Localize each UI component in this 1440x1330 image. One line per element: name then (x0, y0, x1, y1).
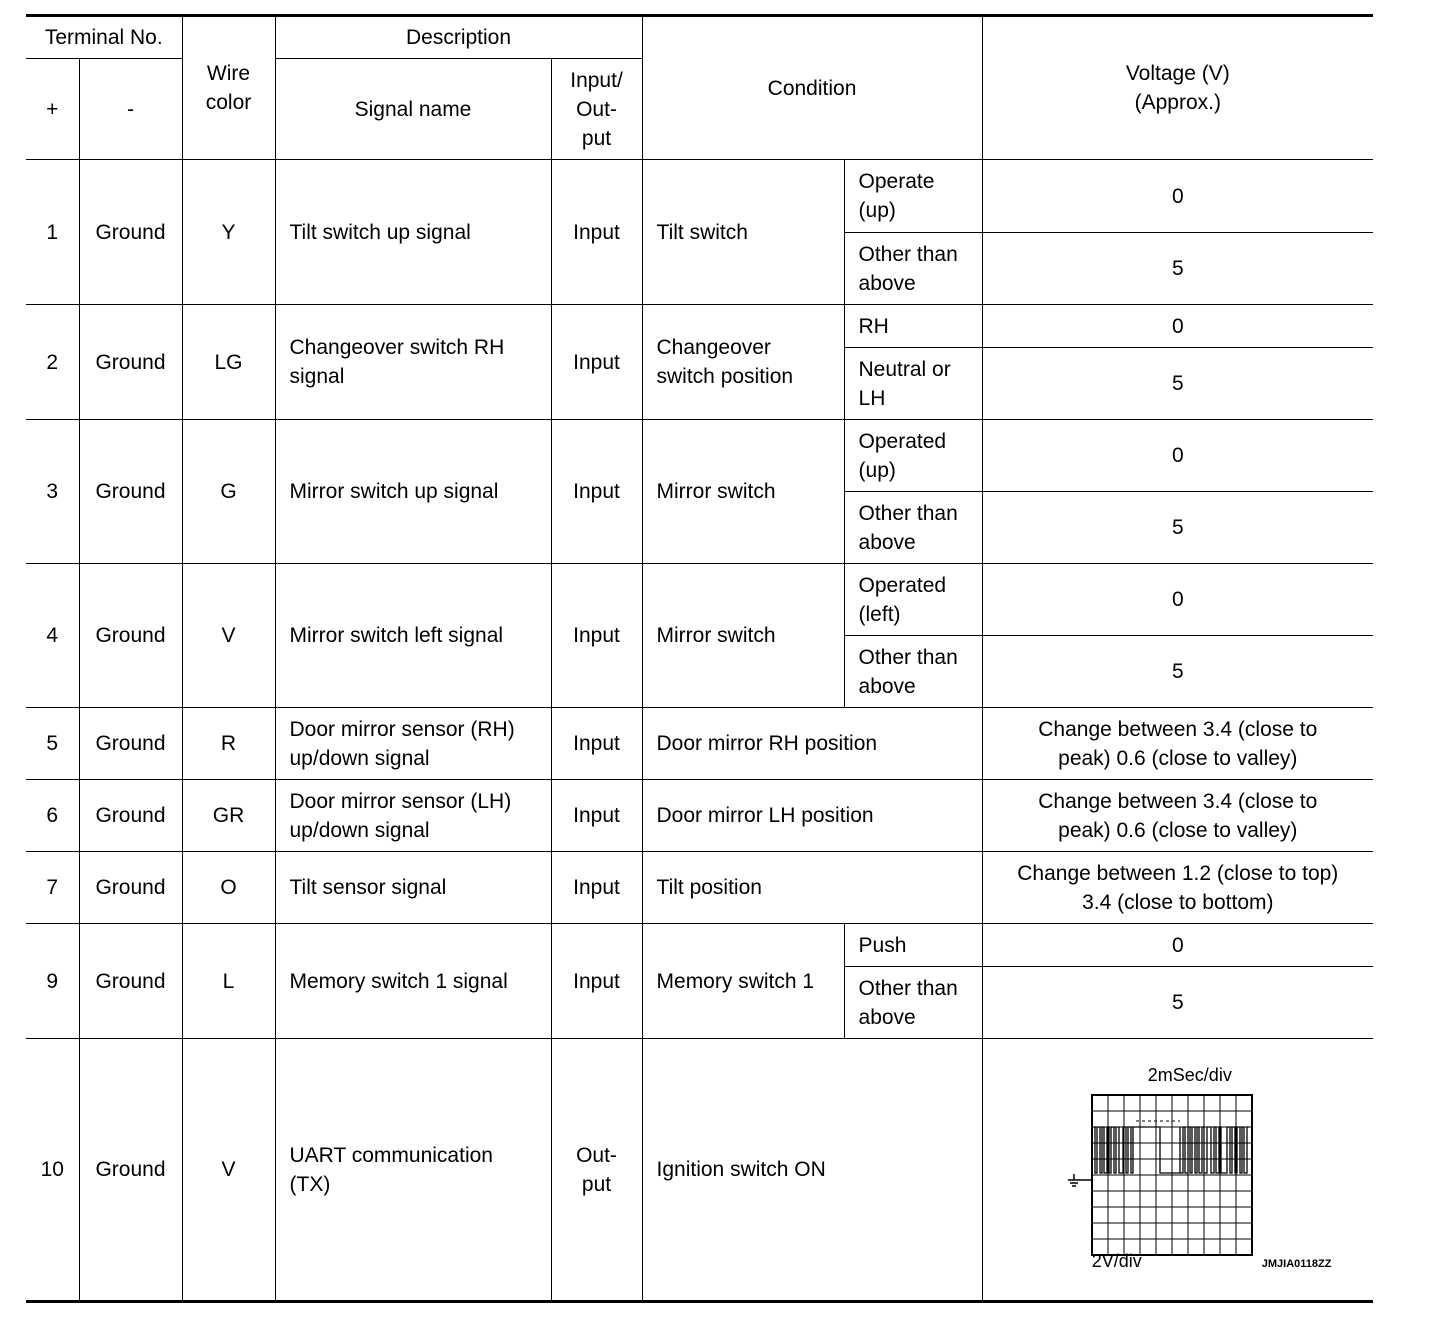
input-output: Input (551, 708, 642, 780)
condition-state: Operated (up) (844, 420, 982, 492)
voltage-value: 0 (982, 924, 1373, 967)
condition: Changeover switch position (642, 305, 844, 420)
terminal-minus: Ground (79, 564, 182, 708)
wire-color: O (182, 852, 275, 924)
figure-code: JMJIA0118ZZ (1261, 1257, 1332, 1270)
wire-color: Y (182, 160, 275, 305)
condition-state: Other than above (844, 636, 982, 708)
voltage-value: Change between 3.4 (close to peak) 0.6 (close to valley) (982, 780, 1373, 852)
wire-color: R (182, 708, 275, 780)
condition-state: Push (844, 924, 982, 967)
terminal-plus: 6 (26, 780, 79, 852)
signal-name: Door mirror sensor (LH) up/down signal (275, 780, 551, 852)
signal-name: Mirror switch up signal (275, 420, 551, 564)
table-row (26, 564, 1373, 636)
terminal-minus: Ground (79, 924, 182, 1039)
terminal-plus: 7 (26, 852, 79, 924)
terminal-plus: 1 (26, 160, 79, 305)
terminal-minus: Ground (79, 305, 182, 420)
table-row (26, 924, 1373, 967)
waveform-graphic (1008, 1065, 1348, 1275)
input-output: Input (551, 852, 642, 924)
condition-state: Operated (left) (844, 564, 982, 636)
input-output: Input (551, 564, 642, 708)
table-row (26, 780, 1373, 852)
terminal-minus: Ground (79, 160, 182, 305)
header-description: Description (275, 16, 642, 59)
voltage-value: 0 (982, 305, 1373, 348)
header-wire-color: Wire color (182, 16, 275, 160)
terminal-plus: 10 (26, 1039, 79, 1302)
header-terminal-no: Terminal No. (26, 16, 182, 59)
wire-color: L (182, 924, 275, 1039)
voltage-value: 0 (982, 160, 1373, 233)
table-row (26, 852, 1373, 924)
wire-color: G (182, 420, 275, 564)
condition-state: Other than above (844, 233, 982, 305)
terminal-minus: Ground (79, 780, 182, 852)
condition: Tilt switch (642, 160, 844, 305)
volt-per-div-label: 2V/div (1091, 1250, 1142, 1271)
time-per-div-label: 2mSec/div (1147, 1064, 1232, 1085)
table-body (26, 16, 1373, 1302)
condition: Door mirror LH position (642, 780, 982, 852)
input-output: Input (551, 924, 642, 1039)
voltage-value: 0 (982, 564, 1373, 636)
header-plus: + (26, 59, 79, 160)
table-row (26, 420, 1373, 492)
signal-name: Memory switch 1 signal (275, 924, 551, 1039)
terminal-plus: 3 (26, 420, 79, 564)
voltage-value: Change between 1.2 (close to top) 3.4 (close to bottom) (982, 852, 1373, 924)
input-output: Out- put (551, 1039, 642, 1302)
table-row (26, 708, 1373, 780)
voltage-value: 5 (982, 233, 1373, 305)
terminal-spec-table (26, 14, 1373, 1303)
voltage-waveform (982, 1039, 1373, 1302)
condition: Mirror switch (642, 420, 844, 564)
signal-name: Tilt switch up signal (275, 160, 551, 305)
header-minus: - (79, 59, 182, 160)
voltage-value: 5 (982, 636, 1373, 708)
condition: Mirror switch (642, 564, 844, 708)
wire-color: GR (182, 780, 275, 852)
wire-color: V (182, 564, 275, 708)
header-voltage: Voltage (V) (Approx.) (982, 16, 1373, 160)
oscilloscope-waveform (1008, 1065, 1348, 1275)
input-output: Input (551, 305, 642, 420)
header-signal-name: Signal name (275, 59, 551, 160)
input-output: Input (551, 160, 642, 305)
signal-name: Door mirror sensor (RH) up/down signal (275, 708, 551, 780)
voltage-value: 0 (982, 420, 1373, 492)
table-row (26, 305, 1373, 348)
wire-color: V (182, 1039, 275, 1302)
terminal-plus: 4 (26, 564, 79, 708)
wire-color: LG (182, 305, 275, 420)
condition-state: Other than above (844, 492, 982, 564)
header-condition: Condition (642, 16, 982, 160)
condition: Tilt position (642, 852, 982, 924)
signal-name: Tilt sensor signal (275, 852, 551, 924)
terminal-plus: 5 (26, 708, 79, 780)
terminal-minus: Ground (79, 708, 182, 780)
condition-state: RH (844, 305, 982, 348)
condition-state: Neutral or LH (844, 348, 982, 420)
terminal-minus: Ground (79, 1039, 182, 1302)
input-output: Input (551, 420, 642, 564)
voltage-value: Change between 3.4 (close to peak) 0.6 (close to valley) (982, 708, 1373, 780)
table-row (26, 1039, 1373, 1302)
header-input-output: Input/ Out- put (551, 59, 642, 160)
header-row-1 (26, 16, 1373, 59)
voltage-value: 5 (982, 492, 1373, 564)
condition-state: Operate (up) (844, 160, 982, 233)
terminal-plus: 2 (26, 305, 79, 420)
terminal-minus: Ground (79, 420, 182, 564)
input-output: Input (551, 780, 642, 852)
voltage-value: 5 (982, 348, 1373, 420)
terminal-minus: Ground (79, 852, 182, 924)
condition: Door mirror RH position (642, 708, 982, 780)
signal-name: UART communication (TX) (275, 1039, 551, 1302)
table-row (26, 160, 1373, 233)
terminal-plus: 9 (26, 924, 79, 1039)
condition: Memory switch 1 (642, 924, 844, 1039)
signal-name: Mirror switch left signal (275, 564, 551, 708)
condition: Ignition switch ON (642, 1039, 982, 1302)
signal-name: Changeover switch RH signal (275, 305, 551, 420)
voltage-value: 5 (982, 967, 1373, 1039)
condition-state: Other than above (844, 967, 982, 1039)
